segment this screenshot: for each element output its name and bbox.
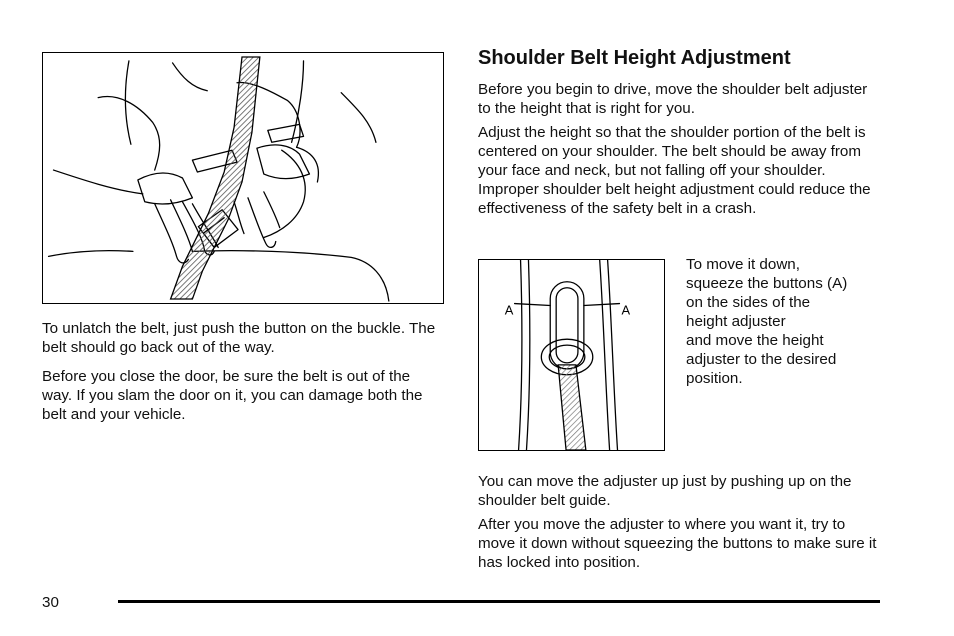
height-adjuster-illustration [478,259,665,451]
height-adjuster-drawing [479,260,664,450]
paragraph-move-up: You can move the adjuster up just by pushing up on the shoulder belt guide. [478,473,852,509]
section-heading: Shoulder Belt Height Adjustment [478,47,791,69]
page-number: 30 [42,594,59,611]
left-paragraph-unlatch: To unlatch the belt, just push the button on the buckle. The belt should go back out of the way. [42,320,436,356]
button-label-right: A [621,302,631,318]
paragraph-move-down: To move it down, squeeze the buttons (A) on the sides of the height adjuster and move the height adjuster to the desired position. [686,256,848,387]
buckle-illustration [42,52,444,304]
left-paragraph-door: Before you close the door, be sure the belt is out of the way. If you slam the door on it, you can damage both the belt and your vehicle. [42,368,423,423]
footer-rule [118,600,880,603]
button-label-left: A [504,302,514,318]
buckle-drawing [43,53,443,303]
paragraph-check-lock: After you move the adjuster to where you want it, try to move it down without squeezing the buttons to make sure it has locked into position. [478,516,877,571]
paragraph-before-drive: Before you begin to drive, move the shoulder belt adjuster to the height that is right for you. [478,81,868,117]
paragraph-adjust-height: Adjust the height so that the shoulder portion of the belt is centered on your shoulder. The belt should be away from your face and neck, but not falling off your shoulder. Improper shoulder belt height adjustment could reduce the effectiveness of the safety belt in a crash. [478,124,871,217]
